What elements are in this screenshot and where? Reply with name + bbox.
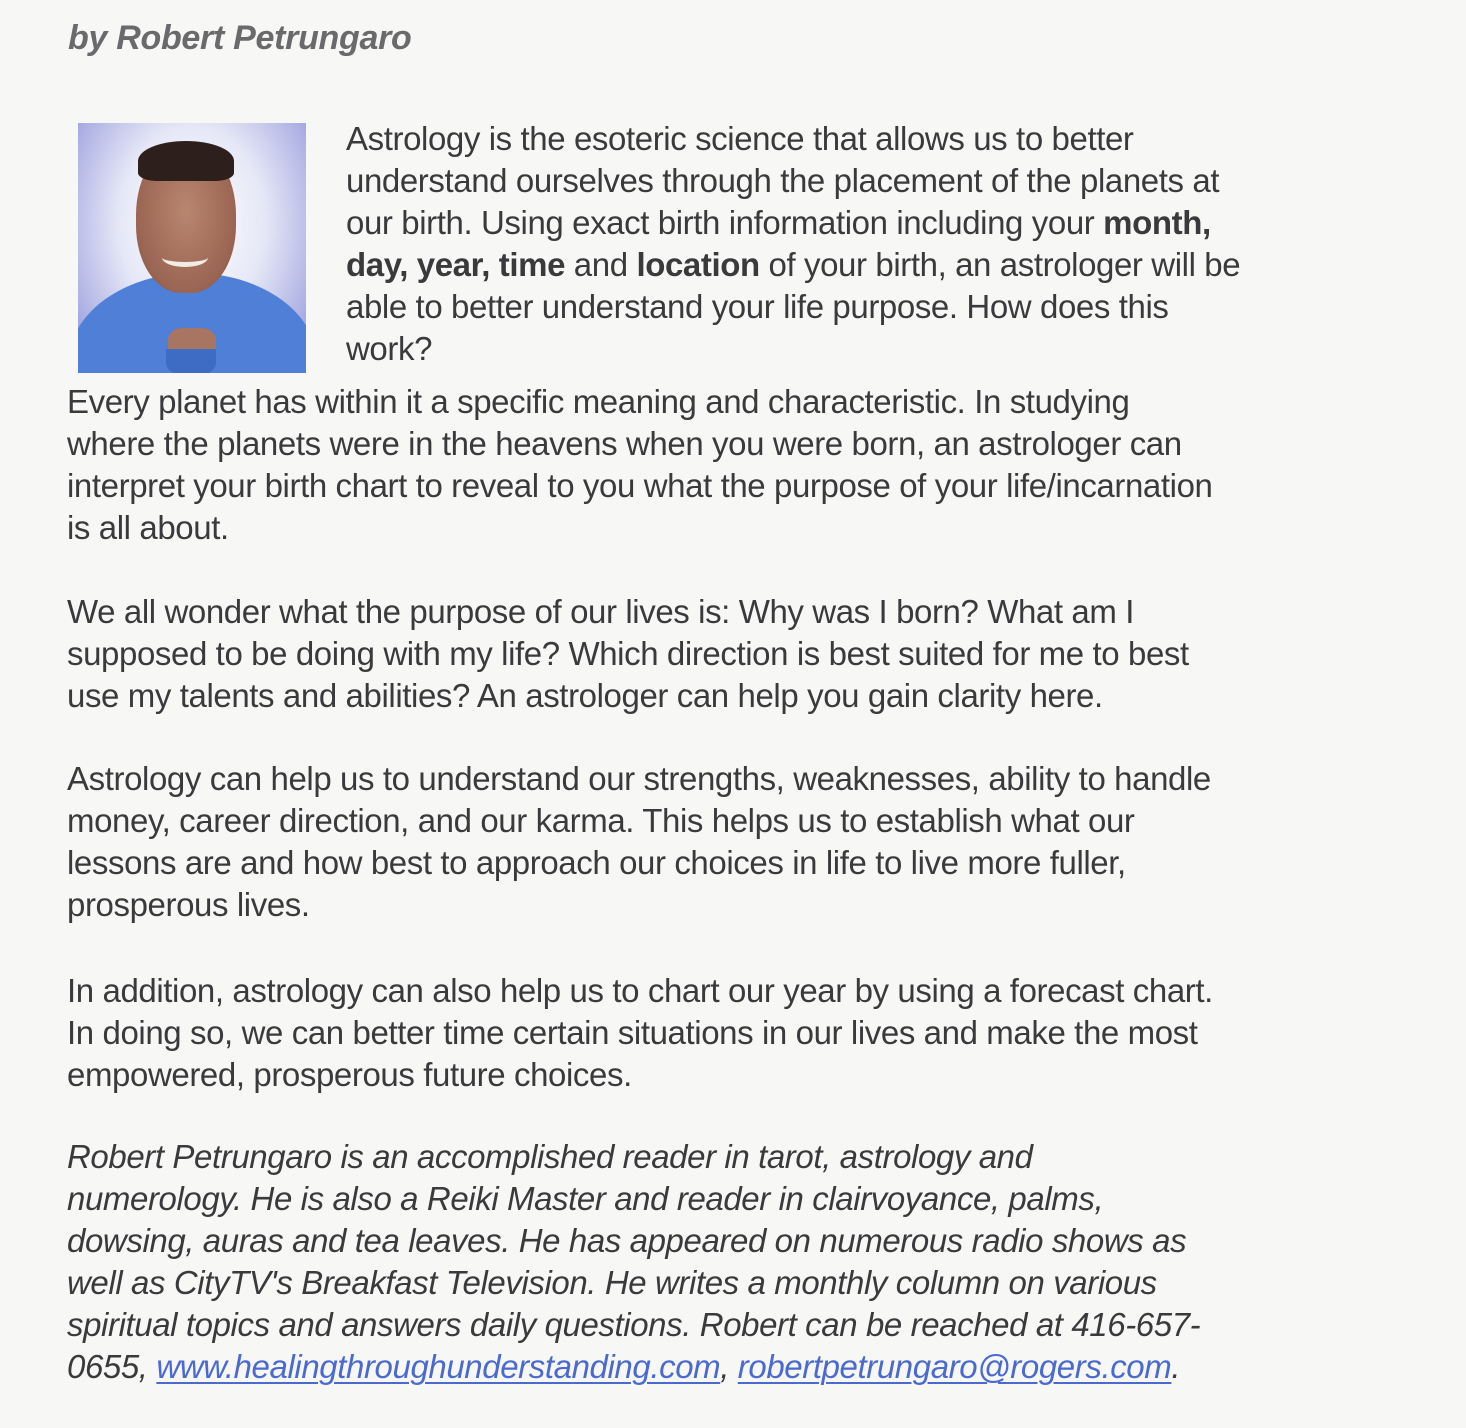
bio-line: spiritual topics and answers daily questions. Robert can be reached at 416-657- [67,1306,1201,1343]
paragraph-strengths [67,758,1427,926]
paragraph-line: use my talents and abilities? An astrologer can help you gain clarity here. [67,677,1103,714]
paragraph-line: In doing so, we can better time certain situations in our lives and make the most [67,1014,1198,1051]
intro-text: our birth. Using exact birth information including your [346,204,1104,241]
author-bio [67,1136,1427,1388]
website-link[interactable]: www.healingthroughunderstanding.com [156,1348,721,1385]
paragraph-planets [67,381,1427,549]
emphasis-month: month, [1103,204,1211,241]
byline: by Robert Petrungaro [68,19,412,57]
photo-smile [162,248,208,267]
bio-line: Robert Petrungaro is an accomplished reader in tarot, astrology and [67,1138,1033,1175]
paragraph-line: lessons are and how best to approach our choices in life to live more fuller, [67,844,1126,881]
author-photo [78,123,306,373]
paragraph-line: is all about. [67,509,229,546]
photo-collar [166,349,216,373]
intro-text: of your birth, an astrologer will be [759,246,1241,283]
intro-line: able to better understand your life purpose. How does this [346,288,1169,325]
paragraph-line: interpret your birth chart to reveal to you what the purpose of your life/incarnation [67,467,1213,504]
bio-line: numerology. He is also a Reiki Master and reader in clairvoyance, palms, [67,1180,1104,1217]
paragraph-line: where the planets were in the heavens when you were born, an astrologer can [67,425,1182,462]
intro-line [346,202,1426,244]
paragraph-forecast [67,970,1427,1096]
paragraph-line: prosperous lives. [67,886,310,923]
phone-suffix: 0655, [67,1348,157,1385]
photo-hair [138,141,234,181]
intro-line: work? [346,330,433,367]
paragraph-line: Every planet has within it a specific meaning and characteristic. In studying [67,383,1130,420]
paragraph-line: Astrology can help us to understand our strengths, weaknesses, ability to handle [67,760,1211,797]
intro-paragraph [346,118,1426,370]
intro-line: Astrology is the esoteric science that allows us to better [346,120,1134,157]
paragraph-line: supposed to be doing with my life? Which direction is best suited for me to best [67,635,1189,672]
bio-end: . [1171,1348,1181,1385]
bio-line [67,1346,1427,1388]
emphasis-location: location [636,246,760,283]
bio-line: well as CityTV's Breakfast Television. He writes a monthly column on various [67,1264,1157,1301]
paragraph-line: money, career direction, and our karma. This helps us to establish what our [67,802,1135,839]
paragraph-line: We all wonder what the purpose of our lives is: Why was I born? What am I [67,593,1135,630]
link-separator: , [720,1348,738,1385]
paragraph-line: empowered, prosperous future choices. [67,1056,632,1093]
emphasis-day-year-time: day, year, time [346,246,566,283]
intro-line [346,244,1426,286]
bio-line: dowsing, auras and tea leaves. He has appeared on numerous radio shows as [67,1222,1187,1259]
email-link[interactable]: robertpetrungaro@rogers.com [737,1348,1172,1385]
intro-text: and [565,246,637,283]
paragraph-line: In addition, astrology can also help us to chart our year by using a forecast chart. [67,972,1213,1009]
intro-line: understand ourselves through the placement of the planets at [346,162,1220,199]
paragraph-purpose [67,591,1427,717]
